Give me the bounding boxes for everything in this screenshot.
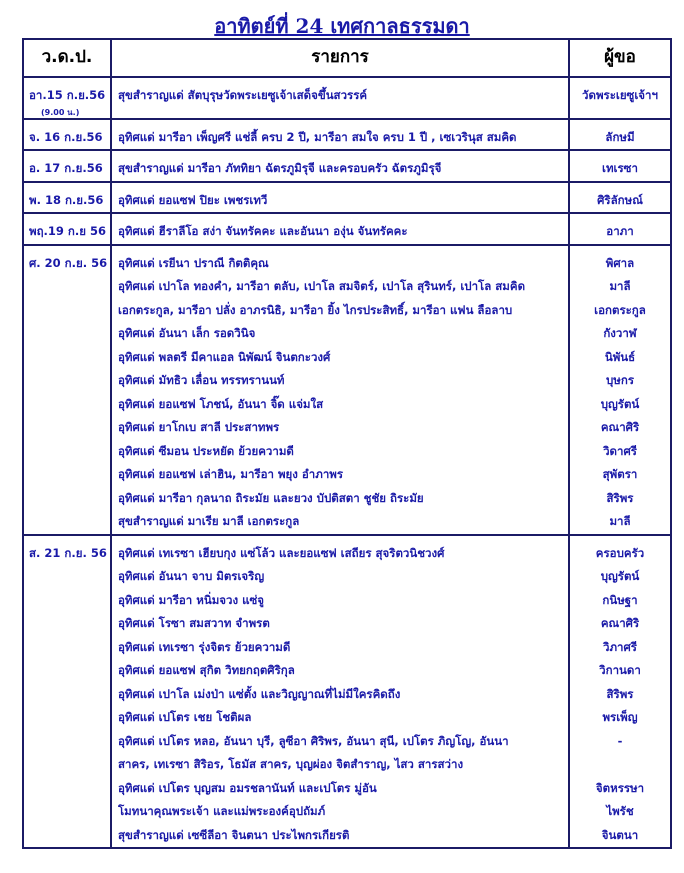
requester-name: ศิริลักษณ์ — [597, 192, 643, 207]
row-items-cell — [111, 150, 569, 182]
intention-line: อุทิศแด่ เทเรซา เฮียบกุง แซ่โล้ว และยอแซฟ เสถียร สุจริตวนิชวงศ์ — [118, 545, 445, 560]
requester-name: เอกตระกูล — [594, 302, 646, 317]
header-date: ว.ด.ป. — [23, 39, 111, 77]
requester-name: กังวาฬ — [603, 326, 637, 340]
row-date-cell — [23, 150, 111, 182]
table-row — [23, 77, 671, 119]
row-items-cell — [111, 245, 569, 535]
intention-line: อุทิศแด่ ซีมอน ประหยัด ย้วยความดี — [118, 443, 294, 458]
header-item: รายการ — [111, 39, 569, 77]
row-date-cell — [23, 245, 111, 535]
requester-name: - — [617, 733, 623, 748]
row-time: (9.00 น.) — [41, 107, 80, 117]
requester-name — [570, 753, 670, 777]
table-row — [23, 119, 671, 151]
requester-name: เทเรซา — [602, 161, 638, 175]
requester-name: พรเพ็ญ — [602, 710, 638, 724]
intention-line: อุทิศแด่ โรซา สมสวาท จำพรต — [118, 616, 270, 630]
row-date-cell — [23, 119, 111, 151]
intention-line: อุทิศแด่ ยอแซฟ โภชน์, อันนา จิ๊ด แจ่มใส — [118, 396, 324, 411]
row-requester-cell — [569, 119, 671, 151]
row-date: จ. 16 ก.ย.56 — [29, 129, 103, 144]
intention-line: อุทิศแด่ ฮีราลีโอ สง่า จันทรัคคะ และอันนา องุ่น จันทรัคคะ — [118, 224, 408, 238]
table-body — [23, 77, 671, 848]
intention-line: อุทิศแด่ เปาโล ทองคำ, มารีอา ตลับ, เปาโล สมจิตร์, เปาโล สุรินทร์, เปาโล สมคิด — [118, 279, 526, 293]
page-title: อาทิตย์ที่ 24 เทศกาลธรรมดา — [214, 14, 470, 38]
row-date: ศ. 20 ก.ย. 56 — [29, 255, 108, 270]
row-date-cell — [23, 213, 111, 245]
requester-name: วิภาศรี — [603, 639, 637, 654]
row-date: อา.15 ก.ย.56 — [29, 88, 106, 102]
intention-line: สุขสำราญแด่ สัตบุรุษวัดพระเยซูเจ้าเสด็จขึ้นสวรรค์ — [118, 88, 368, 102]
row-date: พ. 18 ก.ย.56 — [29, 192, 104, 207]
requester-name: ไพรัช — [606, 804, 634, 818]
intention-line: สุขสำราญแด่ เซซีลีอา จินตนา ประไพกรเกียรติ — [118, 827, 350, 842]
intention-line: อุทิศแด่ พลตรี มีคาแอล นิพัฒน์ จินตกะวงศ์ — [118, 349, 331, 364]
table-row — [23, 182, 671, 214]
row-requester-cell — [569, 535, 671, 849]
requester-name: วิดาศรี — [603, 443, 637, 458]
requester-name: สิริพร — [606, 686, 634, 701]
row-date-cell — [23, 535, 111, 849]
row-date: พฤ.19 ก.ย 56 — [29, 224, 106, 238]
intention-line: สุขสำราญแด่ มาเรีย มาลี เอกตระกูล — [118, 514, 300, 528]
row-date-cell — [23, 77, 111, 119]
intention-line: สาคร, เทเรซา สิริอร, โธมัส สาคร, บุญผ่อง จิตสำราญ, ไสว สารสว่าง — [118, 757, 464, 771]
intention-line: อุทิศแด่ อันนา จาบ มิตรเจริญ — [118, 569, 265, 583]
requester-name: บุญรัตน์ — [600, 569, 640, 583]
table-row — [23, 150, 671, 182]
intention-line: อุทิศแด่ เทเรซา รุ่งจิตร ย้วยความดี — [118, 639, 291, 654]
mass-intention-table — [22, 38, 672, 849]
intention-line: อุทิศแด่ อันนา เล็ก รอดวินิจ — [118, 326, 256, 340]
intention-line: อุทิศแด่ ยอแซฟ ปิยะ เพชรเทวี — [118, 192, 268, 207]
intention-line: อุทิศแด่ เปโตร เชย โชติผล — [118, 710, 252, 724]
intention-line: อุทิศแด่ มารีอา เพ็ญศรี แช่ลี้ ครบ 2 ปี, มารีอา สมใจ ครบ 1 ปี , เซเวรินุส สมคิด — [118, 129, 517, 144]
table-row — [23, 535, 671, 849]
intention-line: อุทิศแด่ มารีอา กุลนาถ ถิระมัย และยวง บัปติสตา ชูชัย ถิระมัย — [118, 490, 424, 505]
row-items-cell — [111, 535, 569, 849]
intention-line: อุทิศแด่ ยาโกเบ สาลี ประสาทพร — [118, 420, 280, 434]
row-requester-cell — [569, 150, 671, 182]
intention-line: อุทิศแด่ เรยีนา ปราณี กิตติคุณ — [118, 255, 269, 270]
requester-name: บุษกร — [605, 373, 635, 387]
intention-line: อุทิศแด่ เปโตร หลอ, อันนา บุรี, ลูซีอา ศิริพร, อันนา สุนี, เปโตร ภิญโญ, อันนา — [118, 733, 509, 748]
intention-line: อุทิศแด่ มัทธิว เลื่อน ทรรทรานนท์ — [118, 373, 285, 387]
intention-line: อุทิศแด่ ยอแซฟ สุกิต วิทยกฤตศิริกุล — [118, 663, 295, 677]
intention-line: อุทิศแด่ ยอแซฟ เล่าฮิน, มารีอา พยุง อำภาพร — [118, 467, 344, 481]
requester-name: วิกานดา — [599, 663, 641, 677]
row-date: ส. 21 ก.ย. 56 — [29, 545, 107, 560]
intention-line: โมทนาคุณพระเจ้า และแม่พระองค์อุปถัมภ์ — [118, 804, 326, 818]
intention-line: อุทิศแด่ เปโตร บุญสม อมรชลานันท์ และเปโตร มู่อัน — [118, 780, 377, 795]
row-items-cell — [111, 182, 569, 214]
row-items-cell — [111, 77, 569, 119]
requester-name: ลักษมี — [605, 129, 635, 144]
row-date-cell — [23, 182, 111, 214]
intention-line: อุทิศแด่ มารีอา หนิ่มจวง แซ่จู — [118, 592, 265, 607]
requester-name: คณาศิริ — [600, 616, 640, 630]
requester-name: พิศาล — [605, 255, 635, 270]
requester-name: กนิษฐา — [602, 592, 638, 607]
requester-name: สิริพร — [606, 490, 634, 505]
requester-name: จิตหรรษา — [595, 780, 645, 795]
row-items-cell — [111, 213, 569, 245]
row-requester-cell — [569, 182, 671, 214]
table-row — [23, 213, 671, 245]
row-requester-cell — [569, 213, 671, 245]
requester-name: คณาศิริ — [600, 420, 640, 434]
intention-line: อุทิศแด่ เปาโล เม่งป่า แซ่ตั้ง และวิญญาณที่ไม่มีใครคิดถึง — [118, 686, 401, 701]
requester-name: อาภา — [606, 224, 634, 238]
requester-name: จินตนา — [601, 827, 639, 842]
header-requester: ผู้ขอ — [569, 39, 671, 77]
row-date: อ. 17 ก.ย.56 — [29, 161, 103, 175]
table-header-row — [23, 39, 671, 77]
intention-line: สุขสำราญแด่ มารีอา ภัททิยา ฉัตรภูมิรุจี และครอบครัว ฉัตรภูมิรุจี — [118, 161, 442, 175]
requester-name: ครอบครัว — [595, 545, 645, 560]
requester-name: มาลี — [609, 279, 631, 293]
requester-name: มาลี — [609, 514, 631, 528]
row-requester-cell — [569, 245, 671, 535]
requester-name: บุญรัตน์ — [600, 396, 640, 411]
table-row — [23, 245, 671, 535]
requester-name: สุพัตรา — [602, 467, 638, 481]
intention-line: เอกตระกูล, มารีอา ปลั่ง อาภรนิธิ, มารีอา ยิ้ง ไกรประสิทธิ์, มารีอา แฟน ลือลาบ — [118, 302, 513, 317]
requester-name: วัดพระเยซูเจ้าฯ — [582, 88, 658, 102]
row-requester-cell — [569, 77, 671, 119]
row-items-cell — [111, 119, 569, 151]
requester-name: นิพันธ์ — [604, 349, 636, 364]
